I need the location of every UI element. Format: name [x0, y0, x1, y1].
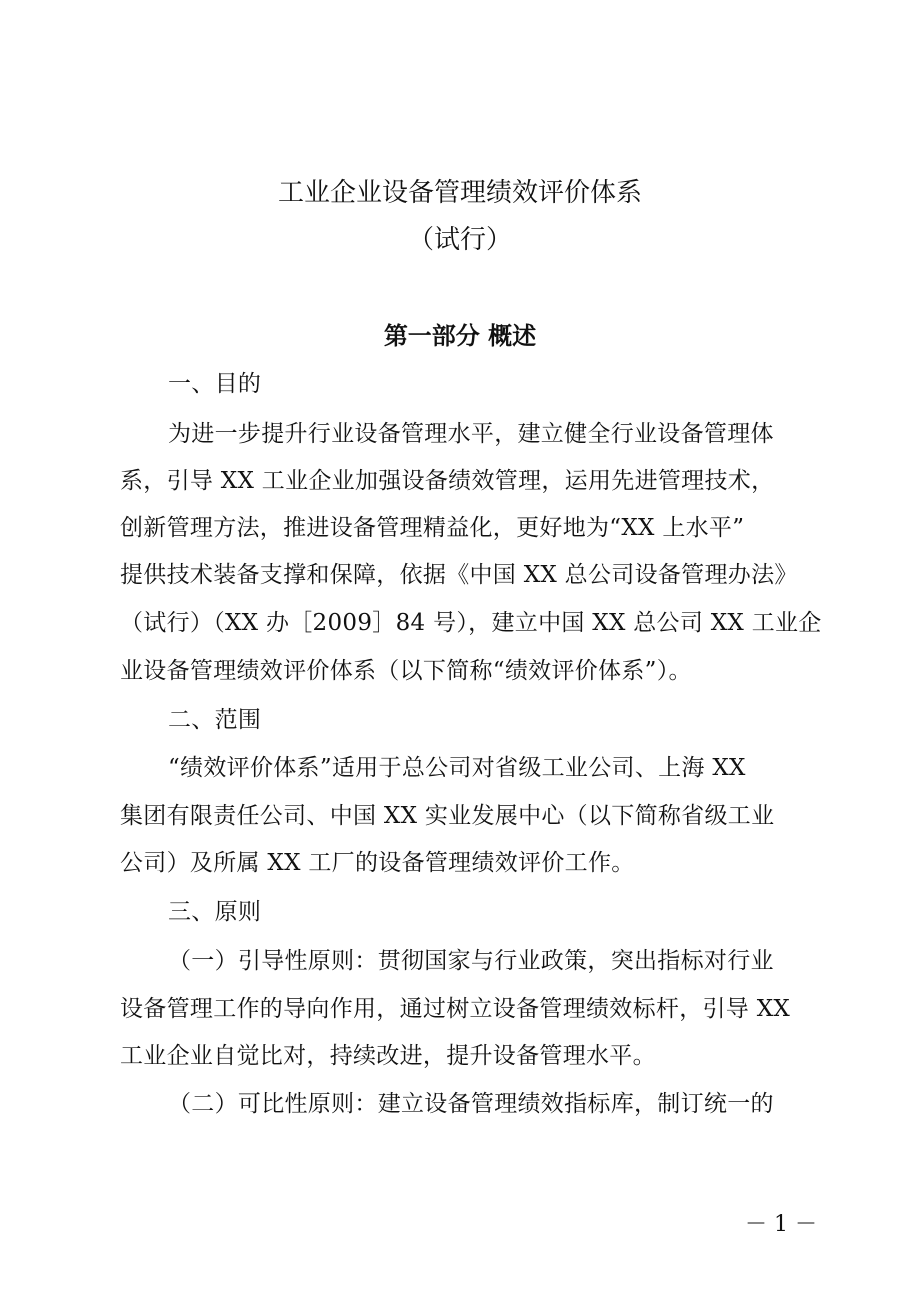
paragraph-line: “绩效评价体系”适用于总公司对省级工业公司、上海 XX: [168, 755, 746, 781]
section-heading-principles: 三、原则: [168, 899, 262, 925]
paragraph-line: 创新管理方法，推进设备管理精益化，更好地为“XX 上水平”: [120, 515, 745, 541]
document-title: 工业企业设备管理绩效评价体系: [277, 178, 642, 208]
paragraph-line: （一）引导性原则：贯彻国家与行业政策，突出指标对行业: [168, 948, 774, 974]
section-heading-scope: 二、范围: [168, 707, 262, 733]
part-heading: 第一部分 概述: [383, 322, 537, 350]
paragraph-line: 集团有限责任公司、中国 XX 实业发展中心（以下简称省级工业: [120, 803, 775, 829]
paragraph-line: （二）可比性原则：建立设备管理绩效指标库，制订统一的: [168, 1091, 774, 1117]
document-subtitle: （试行）: [407, 225, 512, 255]
paragraph-line: 为进一步提升行业设备管理水平，建立健全行业设备管理体: [168, 421, 774, 447]
page-number: － 1 －: [745, 1212, 817, 1237]
section-heading-purpose: 一、目的: [168, 371, 262, 397]
paragraph-line: 提供技术装备支撑和保障，依据《中国 XX 总公司设备管理办法》: [120, 562, 798, 588]
paragraph-line: 设备管理工作的导向作用，通过树立设备管理绩效标杆，引导 XX: [120, 996, 791, 1022]
paragraph-line: （试行）（XX 办［2009］84 号），建立中国 XX 总公司 XX 工业企: [120, 610, 822, 636]
paragraph-line: 业设备管理绩效评价体系（以下简称“绩效评价体系”）。: [120, 658, 692, 684]
paragraph-line: 工业企业自觉比对，持续改进，提升设备管理水平。: [120, 1043, 656, 1069]
paragraph-line: 公司）及所属 XX 工厂的设备管理绩效评价工作。: [120, 850, 635, 876]
paragraph-line: 系，引导 XX 工业企业加强设备绩效管理，运用先进管理技术，: [120, 468, 775, 494]
